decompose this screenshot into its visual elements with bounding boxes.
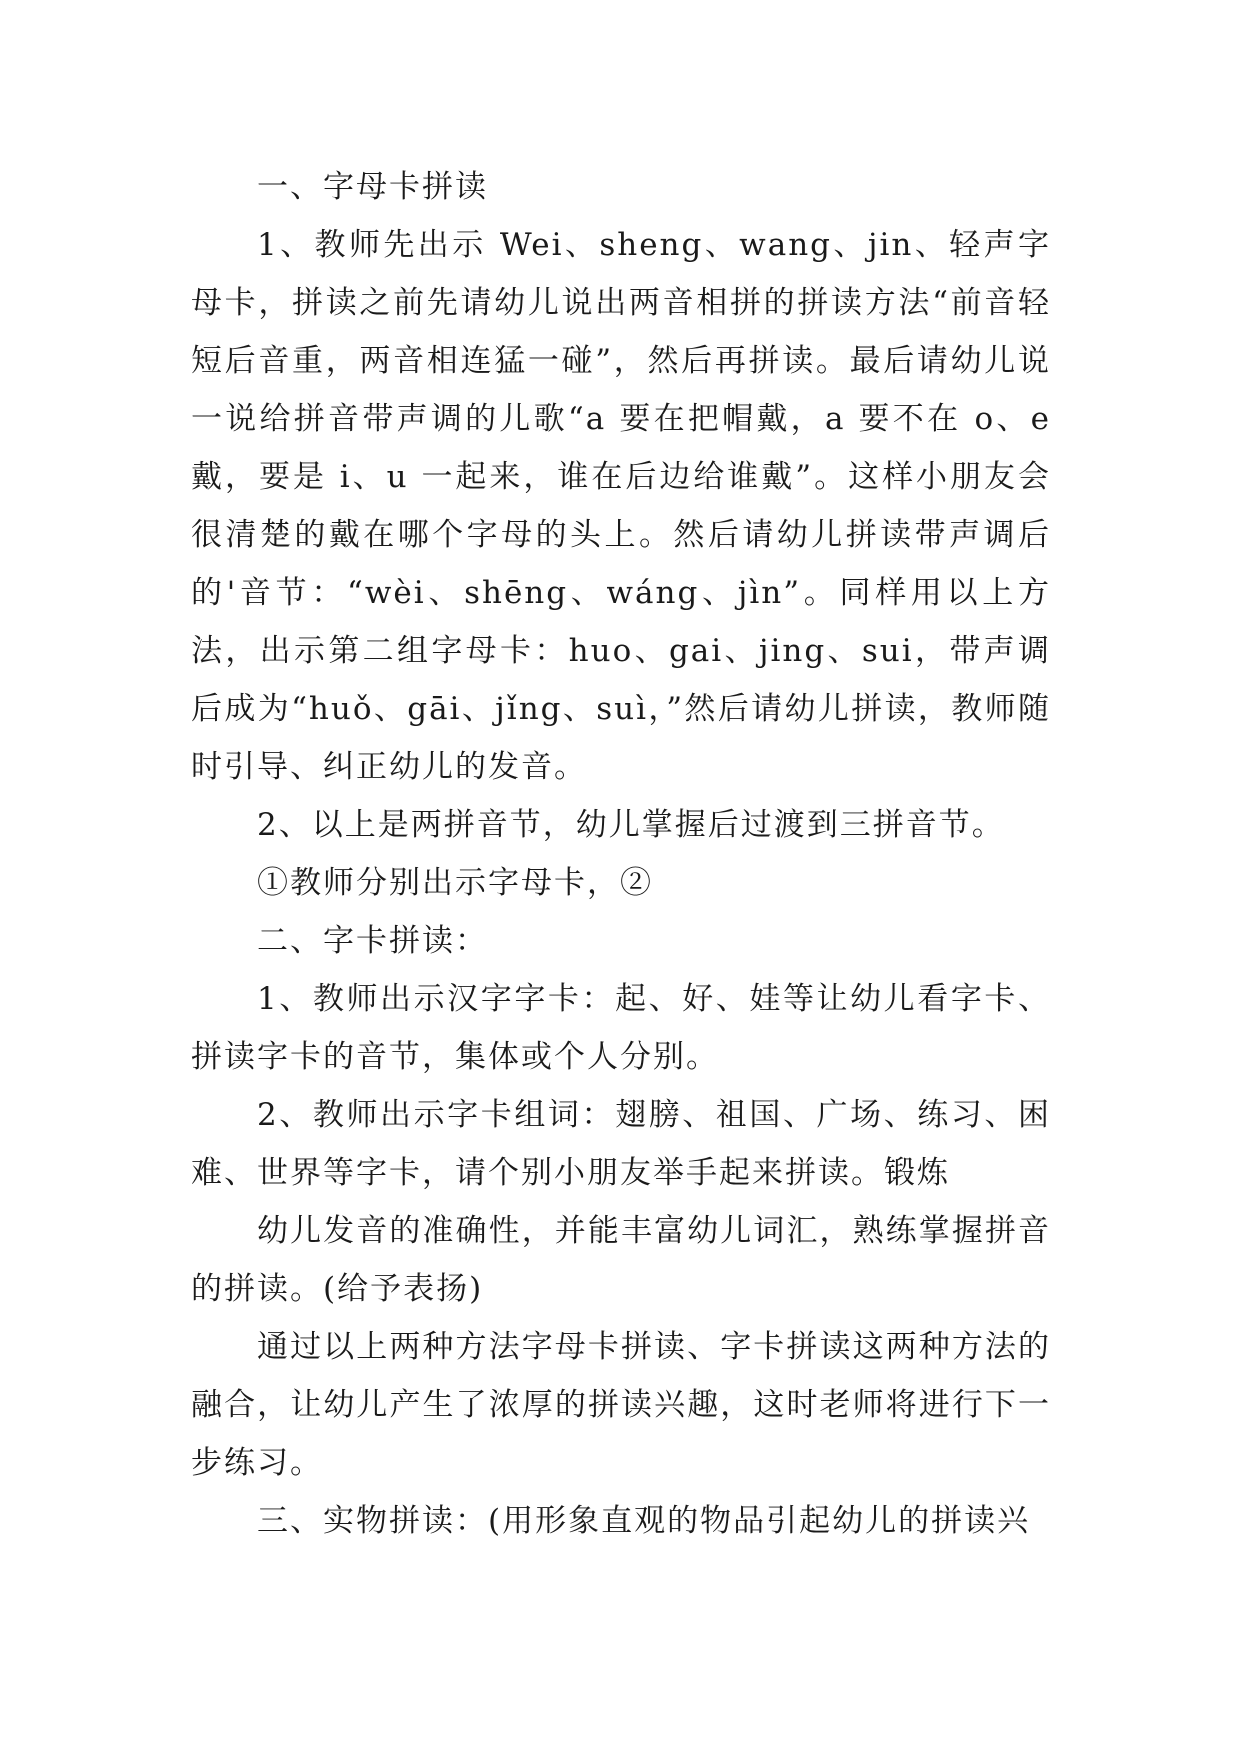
paragraph-word-card-step-1: 1、教师出示汉字字卡：起、好、娃等让幼儿看字卡、拼读字卡的音节，集体或个人分别。	[191, 981, 1051, 1075]
paragraph-letter-card-step-2: 2、以上是两拼音节，幼儿掌握后过渡到三拼音节。	[257, 807, 1005, 843]
section-heading-object-reading: 三、实物拼读：(用形象直观的物品引起幼儿的拼读兴	[257, 1503, 1031, 1539]
section-heading-letter-cards: 一、字母卡拼读	[257, 169, 488, 205]
paragraph-word-card-step-2: 2、教师出示字卡组词：翅膀、祖国、广场、练习、困难、世界等字卡，请个别小朋友举手起来拼读。锻炼	[191, 1097, 1051, 1191]
section-heading-word-cards: 二、字卡拼读：	[257, 923, 488, 959]
paragraph-word-card-continuation: 幼儿发音的准确性，并能丰富幼儿词汇，熟练掌握拼音的拼读。(给予表扬)	[191, 1213, 1051, 1307]
paragraph-letter-card-substep: ①教师分别出示字母卡，②	[257, 865, 653, 901]
paragraph-letter-card-step-1: 1、教师先出示 Wei、sheng、wang、jin、轻声字母卡，拼读之前先请幼儿说出两音相拼的拼读方法“前音轻短后音重，两音相连猛一碰”，然后再拼读。最后请幼儿说一说给拼音带声调的儿歌“a 要在把帽戴，a 要不在 o、e 戴，要是 i、u 一起来，谁在后边给谁戴”。这样小朋友会很清楚的戴在哪个字母的头上。然后请幼儿拼读带声调后的'音节：“wèi、shēng、wáng、jìn”。同样用以上方法，出示第二组字母卡：huo、gai、jing、sui，带声调后成为“huǒ、gāi、jǐng、suì，”然后请幼儿拼读，教师随时引导、纠正幼儿的发音。	[191, 227, 1051, 785]
document-body	[191, 158, 1051, 1550]
paragraph-summary: 通过以上两种方法字母卡拼读、字卡拼读这两种方法的融合，让幼儿产生了浓厚的拼读兴趣，这时老师将进行下一步练习。	[191, 1329, 1051, 1481]
